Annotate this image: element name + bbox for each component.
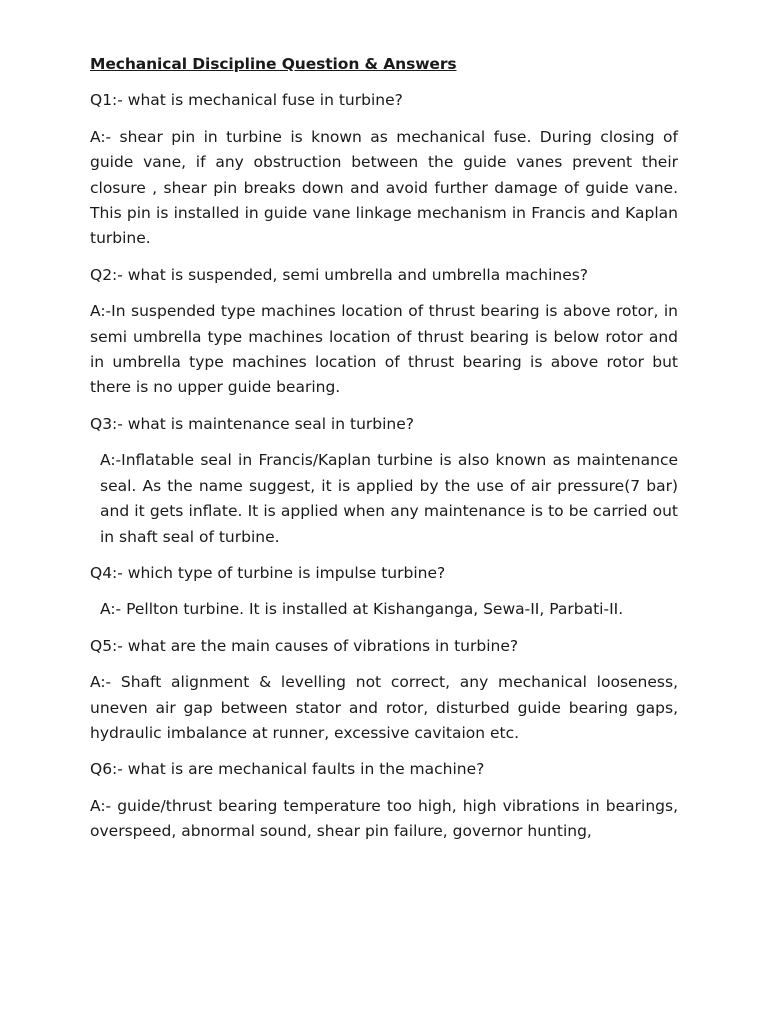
question-5: Q5:- what are the main causes of vibrations in turbine?: [90, 636, 519, 655]
answer-1: A:- shear pin in turbine is known as mechanical fuse. During closing of guide vane, if any obstruction between the guide vanes prevent their closure , shear pin breaks down and avoid further damage of guide vane. This pin is installed in guide vane linkage mechanism in Francis and Kaplan turbine.: [90, 127, 678, 248]
question-1: Q1:- what is mechanical fuse in turbine?: [90, 91, 403, 110]
answer-2: A:-In suspended type machines location of thrust bearing is above rotor, in semi umbrella type machines location of thrust bearing is below rotor and in umbrella type machines location of thrust bearing is above rotor but there is no upper guide bearing.: [90, 302, 678, 397]
question-3: Q3:- what is maintenance seal in turbine?: [90, 414, 414, 433]
answer-3: A:-Inflatable seal in Francis/Kaplan turbine is also known as maintenance seal. As the name suggest, it is applied by the use of air pressure(7 bar) and it gets inflate. It is applied when any maintenance is to be carried out in shaft seal of turbine.: [100, 451, 678, 546]
question-2: Q2:- what is suspended, semi umbrella and umbrella machines?: [90, 265, 589, 284]
question-4: Q4:- which type of turbine is impulse turbine?: [90, 563, 446, 582]
answer-4: A:- Pellton turbine. It is installed at Kishanganga, Sewa-II, Parbati-II.: [100, 600, 624, 619]
question-6: Q6:- what is are mechanical faults in the machine?: [90, 760, 485, 779]
answer-5: A:- Shaft alignment & levelling not correct, any mechanical looseness, uneven air gap between stator and rotor, disturbed guide bearing gaps, hydraulic imbalance at runner, excessive cavitaion etc.: [90, 673, 678, 742]
document-title: Mechanical Discipline Question & Answers: [90, 55, 457, 73]
answer-6: A:- guide/thrust bearing temperature too high, high vibrations in bearings, overspeed, abnormal sound, shear pin failure, governor hunting,: [90, 796, 678, 841]
